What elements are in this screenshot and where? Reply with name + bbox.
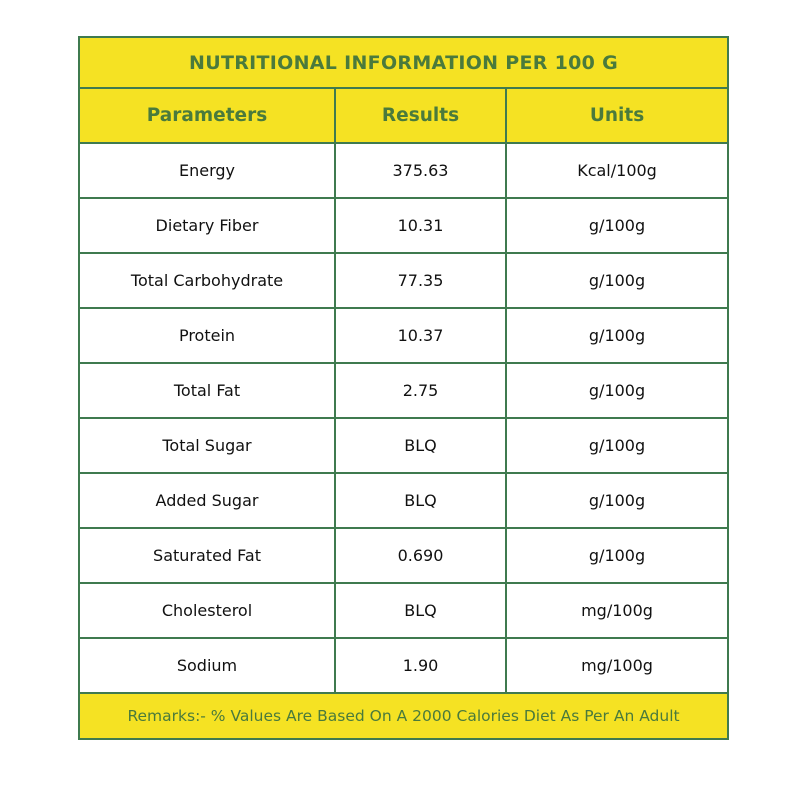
title-row (79, 37, 728, 88)
result-cell: BLQ (335, 583, 506, 638)
table-row (79, 473, 728, 528)
header-row (79, 88, 728, 143)
parameter-cell: Sodium (79, 638, 335, 693)
result-cell: 10.31 (335, 198, 506, 253)
result-cell: 77.35 (335, 253, 506, 308)
nutrition-table (78, 36, 729, 740)
table-row (79, 418, 728, 473)
unit-cell: g/100g (506, 418, 728, 473)
nutrition-table-container (78, 36, 727, 740)
result-cell: 10.37 (335, 308, 506, 363)
table-row (79, 363, 728, 418)
result-cell: 375.63 (335, 143, 506, 198)
parameter-cell: Saturated Fat (79, 528, 335, 583)
table-row (79, 143, 728, 198)
result-cell: 0.690 (335, 528, 506, 583)
parameter-cell: Total Carbohydrate (79, 253, 335, 308)
table-row (79, 253, 728, 308)
table-row (79, 308, 728, 363)
table-title: NUTRITIONAL INFORMATION PER 100 G (79, 37, 728, 88)
parameter-cell: Protein (79, 308, 335, 363)
parameter-cell: Dietary Fiber (79, 198, 335, 253)
table-body (79, 143, 728, 693)
unit-cell: mg/100g (506, 638, 728, 693)
unit-cell: mg/100g (506, 583, 728, 638)
result-cell: BLQ (335, 418, 506, 473)
unit-cell: g/100g (506, 198, 728, 253)
header-units: Units (506, 88, 728, 143)
unit-cell: g/100g (506, 308, 728, 363)
parameter-cell: Energy (79, 143, 335, 198)
header-results: Results (335, 88, 506, 143)
unit-cell: g/100g (506, 253, 728, 308)
table-row (79, 198, 728, 253)
remarks-row (79, 693, 728, 739)
parameter-cell: Total Sugar (79, 418, 335, 473)
result-cell: BLQ (335, 473, 506, 528)
parameter-cell: Total Fat (79, 363, 335, 418)
table-row (79, 528, 728, 583)
remarks-text: Remarks:- % Values Are Based On A 2000 Calories Diet As Per An Adult (79, 693, 728, 739)
unit-cell: Kcal/100g (506, 143, 728, 198)
unit-cell: g/100g (506, 528, 728, 583)
result-cell: 1.90 (335, 638, 506, 693)
parameter-cell: Cholesterol (79, 583, 335, 638)
parameter-cell: Added Sugar (79, 473, 335, 528)
table-row (79, 638, 728, 693)
unit-cell: g/100g (506, 363, 728, 418)
table-row (79, 583, 728, 638)
result-cell: 2.75 (335, 363, 506, 418)
unit-cell: g/100g (506, 473, 728, 528)
header-parameters: Parameters (79, 88, 335, 143)
